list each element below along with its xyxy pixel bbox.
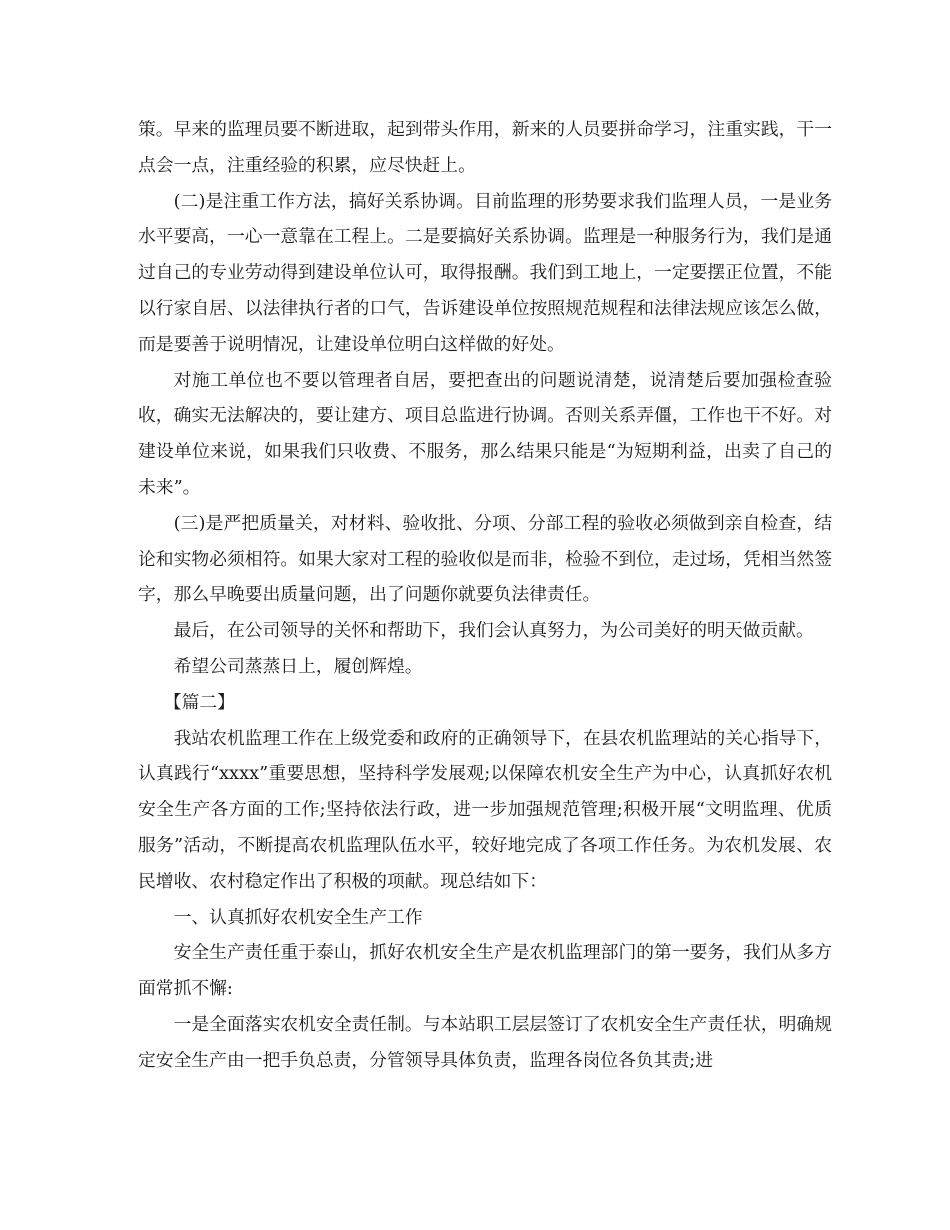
paragraph-closing: 最后，在公司领导的关怀和帮助下，我们会认真努力，为公司美好的明天做贡献。 [173,620,814,642]
paragraph-continuation: 策。早来的监理员要不断进取，起到带头作用，新来的人员要拼命学习，注重实践，干一点会一点，注重经验的积累，应尽快赶上。 [138,119,832,176]
paragraph-work-method: (二)是注重工作方法，搞好关系协调。目前监理的形势要求我们监理人员，一是业务水平要高，一心一意靠在工程上。二是要搞好关系协调。监理是一种服务行为，我们是通过自己的专业劳动得到建设单位认可，取得报酬。我们到工地上，一定要摆正位置，不能以行家自居、以法律执行者的口气，告诉建设单位按照规范规程和法律法规应该怎么做，而是要善于说明情况，让建设单位明白这样做的好处。 [138,190,832,355]
paragraph-safety-priority: 安全生产责任重于泰山，抓好农机安全生产是农机监理部门的第一要务，我们从多方面常抓不懈: [138,942,832,1000]
document-body [138,112,832,1079]
paragraph-construction-unit: 对施工单位也不要以管理者自居，要把查出的问题说清楚，说清楚后要加强检查验收，确实无法解决的，要让建方、项目总监进行协调。否则关系弄僵，工作也干不好。对建设单位来说，如果我们只收费、不服务，那么结果只能是“为短期利益，出卖了自己的未来”。 [138,369,832,498]
section-heading-safety: 一、认真抓好农机安全生产工作 [173,906,423,928]
paragraph-intro-part-two: 我站农机监理工作在上级党委和政府的正确领导下，在县农机监理站的关心指导下，认真践行“xxxx”重要思想，坚持科学发展观;以保障农机安全生产为中心，认真抓好农机安全生产各方面的工作;坚持依法行政，进一步加强规范管理;积极开展“文明监理、优质服务”活动，不断提高农机监理队伍水平，较好地完成了各项工作任务。为农机发展、农民增收、农村稳定作出了积极的项献。现总结如下： [138,727,832,892]
paragraph-quality-control: (三)是严把质量关，对材料、验收批、分项、分部工程的验收必须做到亲自检查，结论和实物必须相符。如果大家对工程的验收似是而非，检验不到位，走过场，凭相当然签字，那么早晚要出质量问题，出了问题你就要负法律责任。 [138,512,832,606]
section-heading-part-two: 【篇二】 [163,691,235,713]
paragraph-wish: 希望公司蒸蒸日上，履创辉煌。 [173,655,423,677]
paragraph-responsibility-system: 一是全面落实农机安全责任制。与本站职工层层签订了农机安全生产责任状，明确规定安全生产由一把手负总责，分管领导具体负责，监理各岗位各负其责;进 [138,1013,832,1071]
